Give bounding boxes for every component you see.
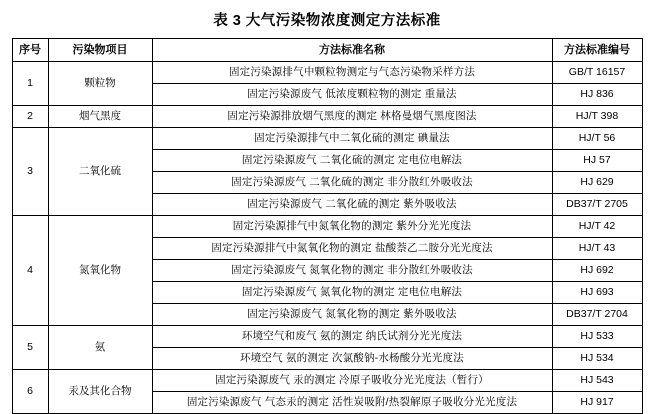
row-method-name: 固定污染源排气中颗粒物测定与气态污染物采样方法: [152, 62, 552, 84]
table-row: [12, 128, 642, 150]
row-method-name: 固定污染源废气 氮氧化物的测定 定电位电解法: [152, 282, 552, 304]
row-item: 颗粒物: [48, 62, 152, 106]
row-method-code: HJ 629: [552, 172, 642, 194]
row-method-name: 固定污染源排气中氮氧化物的测定 紫外分光光度法: [152, 216, 552, 238]
row-method-name: 固定污染源废气 氮氧化物的测定 紫外吸收法: [152, 304, 552, 326]
row-method-code: HJ 917: [552, 392, 642, 414]
row-no: 4: [12, 216, 48, 326]
row-method-code: HJ 692: [552, 260, 642, 282]
row-method-code: HJ 836: [552, 84, 642, 106]
row-method-code: DB37/T 2705: [552, 194, 642, 216]
row-method-name: 固定污染源废气 氮氧化物的测定 非分散红外吸收法: [152, 260, 552, 282]
header-cell-no: 序号: [12, 39, 48, 62]
row-method-name: 固定污染源废气 气态汞的测定 活性炭吸附/热裂解原子吸收分光光度法: [152, 392, 552, 414]
standards-table: [12, 38, 643, 414]
row-no: 6: [12, 370, 48, 414]
row-no: 1: [12, 62, 48, 106]
row-no: 3: [12, 128, 48, 216]
table-row: [12, 62, 642, 84]
table-row: [12, 326, 642, 348]
row-method-name: 固定污染源排气中氮氧化物的测定 盐酸萘乙二胺分光光度法: [152, 238, 552, 260]
row-item: 氮氧化物: [48, 216, 152, 326]
row-method-name: 环境空气 氨的测定 次氯酸钠-水杨酸分光光度法: [152, 348, 552, 370]
row-method-name: 固定污染源废气 二氧化硫的测定 定电位电解法: [152, 150, 552, 172]
row-method-name: 固定污染源排气中二氧化硫的测定 碘量法: [152, 128, 552, 150]
table-row: [12, 370, 642, 392]
row-item: 汞及其化合物: [48, 370, 152, 414]
row-method-name: 固定污染源废气 二氧化硫的测定 紫外吸收法: [152, 194, 552, 216]
table-row: [12, 216, 642, 238]
row-method-code: HJ 543: [552, 370, 642, 392]
row-method-code: HJ 534: [552, 348, 642, 370]
row-method-code: HJ 693: [552, 282, 642, 304]
row-method-name: 固定污染源废气 低浓度颗粒物的测定 重量法: [152, 84, 552, 106]
page-title: 表 3 大气污染物浓度测定方法标准: [213, 13, 441, 29]
row-method-code: GB/T 16157: [552, 62, 642, 84]
row-no: 5: [12, 326, 48, 370]
header-cell-method-code: 方法标准编号: [552, 39, 642, 62]
row-item: 氨: [48, 326, 152, 370]
header-cell-method-name: 方法标准名称: [152, 39, 552, 62]
row-method-code: DB37/T 2704: [552, 304, 642, 326]
row-method-code: HJ/T 43: [552, 238, 642, 260]
table-header-row: [12, 39, 642, 62]
row-method-code: HJ/T 398: [552, 106, 642, 128]
header-cell-item: 污染物项目: [48, 39, 152, 62]
row-method-code: HJ/T 56: [552, 128, 642, 150]
row-item: 烟气黑度: [48, 106, 152, 128]
row-method-code: HJ/T 42: [552, 216, 642, 238]
row-method-name: 环境空气和废气 氨的测定 纳氏试剂分光光度法: [152, 326, 552, 348]
row-method-name: 固定污染源废气 二氧化硫的测定 非分散红外吸收法: [152, 172, 552, 194]
table-row: [12, 106, 642, 128]
row-item: 二氧化硫: [48, 128, 152, 216]
row-method-name: 固定污染源废气 汞的测定 冷原子吸收分光光度法（暂行）: [152, 370, 552, 392]
row-method-code: HJ 57: [552, 150, 642, 172]
row-method-code: HJ 533: [552, 326, 642, 348]
row-method-name: 固定污染源排放烟气黑度的测定 林格曼烟气黑度图法: [152, 106, 552, 128]
row-no: 2: [12, 106, 48, 128]
